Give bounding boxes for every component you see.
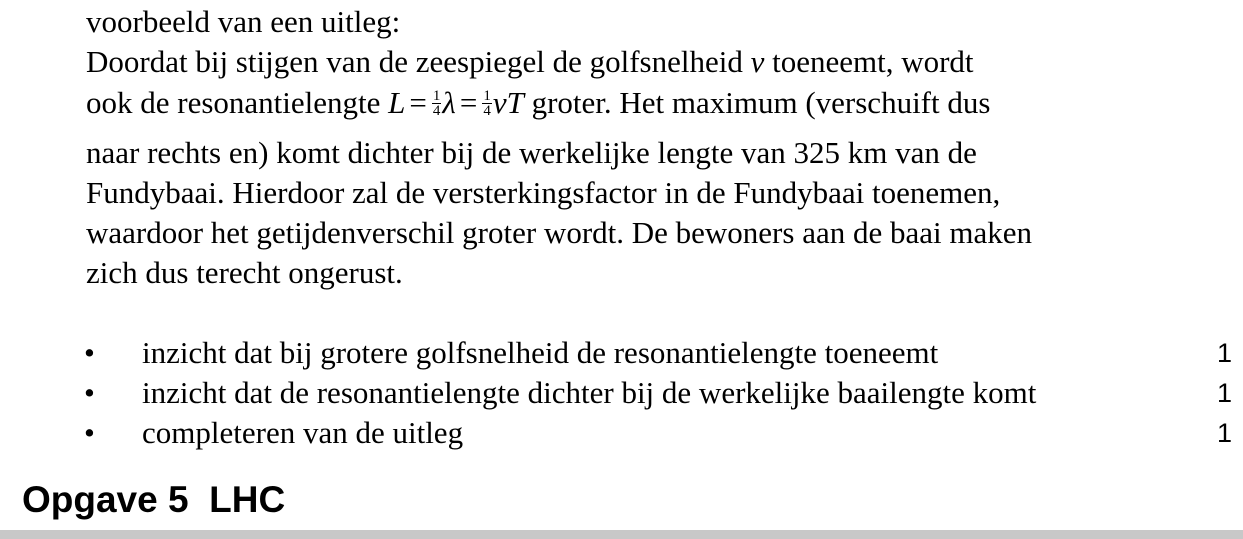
criterion-text: inzicht dat de resonantielengte dichter bij de werkelijke baailengte komt [142, 375, 1037, 410]
bullet-icon: • [84, 375, 95, 410]
explanation-line-1 [86, 42, 1206, 82]
scoring-criterion [0, 373, 1243, 413]
formula-equals: = [459, 85, 478, 120]
explanation-text: Doordat bij stijgen van de zeespiegel de golfsnelheid [86, 44, 743, 79]
bullet-icon: • [84, 415, 95, 450]
resonance-formula [388, 85, 531, 120]
explanation-line: Fundybaai. Hierdoor zal de versterkingsfactor in de Fundybaai toenemen, [86, 175, 1001, 210]
formula-lambda: λ [442, 85, 456, 120]
explanation-continuation [86, 133, 1206, 293]
page-divider-bar [0, 530, 1243, 539]
criterion-points: 1 [1216, 338, 1232, 368]
fraction-numerator: 1 [432, 88, 441, 105]
velocity-variable: v [750, 44, 765, 79]
explanation-line: waardoor het getijdenverschil groter wordt. De bewoners aan de baai maken [86, 215, 1032, 250]
criterion-text: inzicht dat bij grotere golfsnelheid de resonantielengte toeneemt [142, 335, 939, 370]
bullet-icon: • [84, 335, 95, 370]
formula-fraction [432, 89, 442, 118]
formula-vT: vT [492, 85, 524, 120]
intro-text: voorbeeld van een uitleg: [86, 4, 401, 39]
formula-fraction [482, 89, 492, 118]
scoring-criterion [0, 413, 1243, 453]
explanation-text: groter. Het maximum (verschuift dus [531, 85, 991, 120]
fraction-denominator: 4 [432, 103, 441, 120]
explanation-text: toeneemt, wordt [772, 44, 974, 79]
criterion-points: 1 [1216, 418, 1232, 448]
scoring-criteria-list [0, 333, 1243, 453]
scoring-criterion [0, 333, 1243, 373]
section-heading: Opgave 5 LHC [22, 479, 286, 520]
fraction-numerator: 1 [483, 88, 491, 105]
explanation-line: naar rechts en) komt dichter bij de werkelijke lengte van 325 km van de [86, 135, 977, 170]
explanation-text: ook de resonantielengte [86, 85, 381, 120]
explanation-line-2 [86, 83, 1206, 129]
formula-L: L [388, 85, 406, 120]
criterion-points: 1 [1216, 378, 1232, 408]
criterion-text: completeren van de uitleg [142, 415, 464, 450]
formula-equals: = [409, 85, 427, 120]
fraction-denominator: 4 [483, 103, 491, 120]
explanation-line: zich dus terecht ongerust. [86, 255, 403, 290]
